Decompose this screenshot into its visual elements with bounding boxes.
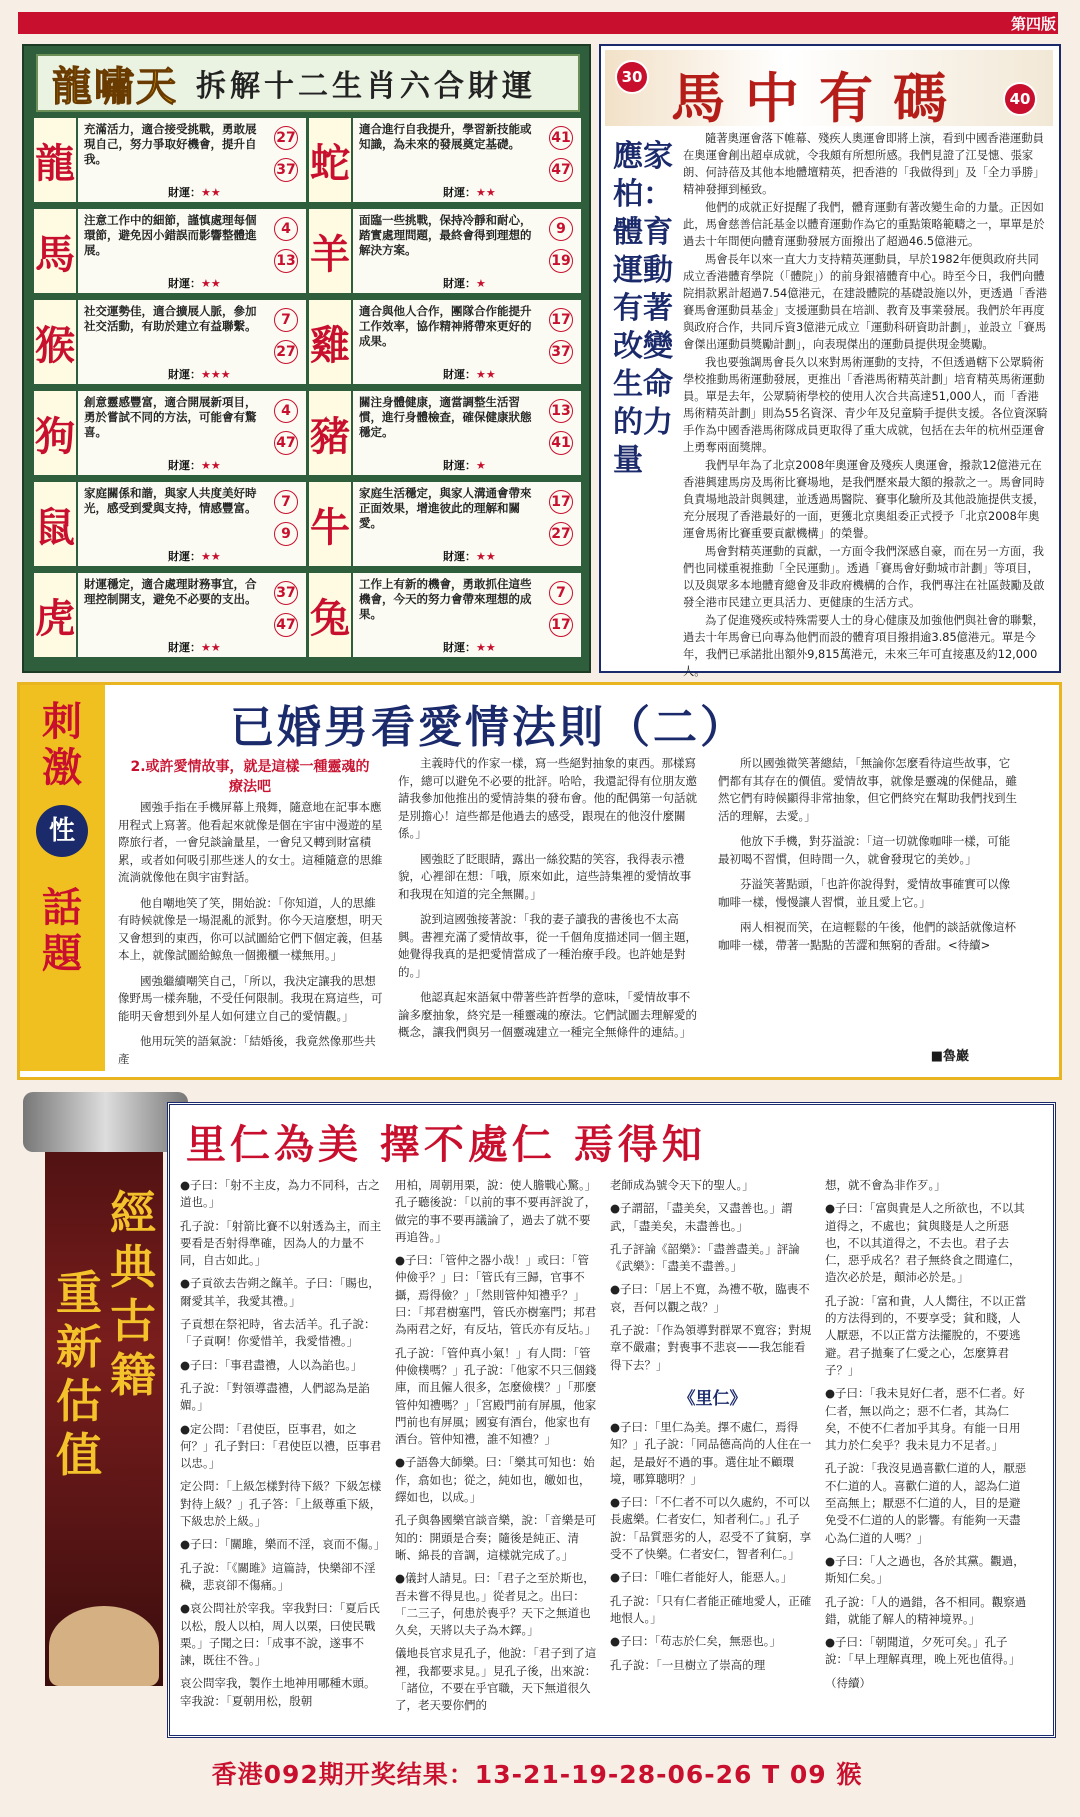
lucky-number-circle: 41 (549, 431, 573, 455)
fortune-label: 財運： (443, 368, 476, 381)
lucky-number-circle: 7 (274, 490, 298, 514)
fortune-label: 財運： (443, 186, 476, 199)
love-column-2 (398, 755, 698, 1050)
love-subtitle: 2.或許愛情故事，就是這樣一種靈魂的療法吧 (130, 759, 370, 795)
lucky-number-circle: 27 (274, 126, 298, 150)
lucky-number-circle: 4 (274, 399, 298, 423)
zodiac-cell (309, 573, 581, 657)
zodiac-fortune (168, 366, 231, 382)
zodiac-description: 面臨一些挑戰，保持冷靜和耐心，踏實處理問題，最終會得到理想的解決方案。 (359, 213, 532, 257)
zodiac-fortune (443, 366, 496, 382)
fortune-stars: ★★ (201, 186, 221, 199)
classics-paragraph: ●子曰：「不仁者不可以久處約，不可以長處樂。仁者安仁，知者利仁。」孔子說：「品質惡劣的人，忍受不了貧窮，享受不了快樂。仁者安仁，智者利仁。」 (610, 1495, 812, 1562)
zodiac-box (78, 391, 306, 475)
classics-paragraph: ●子曰：「苟志於仁矣，無惡也。」 (610, 1634, 782, 1649)
zodiac-box (353, 300, 581, 384)
zodiac-box (78, 573, 306, 657)
classics-paragraph: 孔子說：「富和貴，人人嚮往，不以正當的方法得到的，不要享受；貧和賤，人人厭惡，不以正當方法擺脫的，不要逃避。君子拋棄了仁愛之心，怎麼算君子？」 (825, 1293, 1027, 1377)
classics-panel (17, 1086, 1057, 1740)
classics-paragraph: 老師成為號令天下的聖人。」 (610, 1178, 754, 1192)
fortune-stars: ★★ (201, 550, 221, 563)
fortune-label: 財運： (168, 186, 201, 199)
lucky-number-circle: 19 (549, 249, 573, 273)
horse-column-panel (599, 44, 1061, 678)
zodiac-animal: 狗 (34, 391, 76, 475)
lucky-number-circle: 17 (549, 490, 573, 514)
bamboo-scroll-icon (23, 1092, 188, 1152)
classics-paragraph: ●儀封人請見。曰：「君子之至於斯也，吾未嘗不得見也。」從者見之。出曰：「二三子，何患於喪乎？天下之無道也久矣，天將以夫子為木鐸。」 (395, 1571, 595, 1638)
zodiac-animal: 豬 (309, 391, 351, 475)
lucky-number-circle: 13 (549, 399, 573, 423)
zodiac-fortune (168, 548, 221, 564)
zodiac-box (353, 482, 581, 566)
classics-paragraph: ●子曰：「唯仁者能好人，能惡人。」 (610, 1570, 793, 1585)
lucky-number-circle: 7 (549, 581, 573, 605)
zodiac-animal: 蛇 (309, 118, 351, 202)
top-bar (18, 12, 1058, 34)
love-paragraph: 國強手指在手機屏幕上飛舞，隨意地在記事本應用程式上寫著。他看起來就像是個在宇宙中漫遊的星際旅行者，一會兒談論量星，一會兒又轉到財富積累，或者如何吸引那些迷人的女士。這種隨意的思維流淌就像他在與宇宙對話。 (118, 800, 383, 884)
classics-paragraph: ●子謂韶，「盡美矣，又盡善也。」謂武，「盡美矣，未盡善也。」 (610, 1201, 793, 1233)
classics-column-4 (825, 1177, 1030, 1698)
classics-paragraph: 哀公問宰我，製作土地神用哪種木頭。宰我說：「夏朝用松，殷朝 (180, 1676, 376, 1708)
horse-paragraph: 隨著奧運會落下帷幕、殘疾人奧運會即將上演，看到中國香港運動員在奧運會創出超卓成就，令我頗有所想所感。我們見證了江旻憓、張家朗、何詩蓓及其他本地體壇精英，把香港的「我做得到」及「全力爭勝」精神發揮到極致。 (683, 132, 1045, 196)
fortune-stars: ★★ (476, 368, 496, 381)
lucky-number-circle: 27 (549, 522, 573, 546)
classics-paragraph: ●子曰：「里仁為美。擇不處仁，焉得知？」孔子說：「同品德高尚的人住在一起，是最好不過的事。選住址不顧環境，哪算聰明？」 (610, 1419, 812, 1486)
lucky-number-circle: 47 (274, 431, 298, 455)
classics-paragraph: 孔子說：「我沒見過喜歡仁道的人，厭惡不仁道的人。喜歡仁道的人，認為仁道至高無上；厭惡不仁道的人，目的是避免受不仁道的人的影響。有能夠一天盡心為仁道的人嗎？」 (825, 1461, 1027, 1545)
horse-paragraph: 為了促進殘疾或特殊需要人士的身心健康及加強他們與社會的聯繫，過去十年馬會已向專為他們而設的體育項目撥捐逾3.85億港元。單是今年，我們已承諾批出額外9,815萬港元，未來三年可直接惠及約12,000人。 (683, 614, 1044, 678)
classics-paragraph: 子貢想在祭祀時，省去活羊。孔子說：「子貢啊！你愛惜羊，我愛惜禮。」 (180, 1317, 376, 1349)
fortune-stars: ★★ (476, 186, 496, 199)
love-column-3 (718, 755, 1018, 962)
zodiac-animal: 馬 (34, 209, 76, 293)
classics-side-line2: 重新估值 (56, 1266, 102, 1482)
classics-paragraph: ●子曰：「人之過也，各於其黨。觀過，斯知仁矣。」 (825, 1553, 1025, 1586)
zodiac-cell (34, 573, 306, 657)
number-badge-right: 40 (1003, 82, 1037, 116)
zodiac-fortune (443, 275, 486, 291)
zodiac-fortune (168, 184, 221, 200)
zodiac-cell (34, 391, 306, 475)
zodiac-box (78, 118, 306, 202)
fortune-label: 財運： (168, 277, 201, 290)
zodiac-fortune (443, 548, 496, 564)
classics-paragraph: 孔子說：「作為領導對群眾不寬容；對規章不嚴肅；對喪事不悲哀——我怎能看得下去？」 (610, 1323, 812, 1372)
horse-paragraph: 馬會對精英運動的貢獻，一方面令我們深感自豪，而在另一方面，我們也同樣重視推動「全民運動」。透過「賽馬會好動城市計劃」等項目，以及與眾多本地體育總會及非政府機構的合作，我們專注在社區鼓勵及啟發全港市民建立更具活力、更健康的生活方式。 (683, 545, 1045, 609)
love-logo-icon: 性 (36, 805, 88, 857)
love-article-panel (17, 682, 1062, 1080)
fortune-label: 財運： (168, 459, 201, 472)
zodiac-fortune (443, 184, 496, 200)
classics-paragraph: 定公問：「上級怎樣對待下級？下級怎樣對待上級？」孔子答：「上級尊重下級，下級忠於上級。」 (180, 1479, 382, 1529)
love-side-top: 刺激 (42, 698, 82, 791)
zodiac-animal: 雞 (309, 300, 351, 384)
lucky-number-circle: 13 (274, 249, 298, 273)
classics-paragraph: ●子曰：「朝聞道，夕死可矣。」孔子說：「早上理解真理，晚上死也值得。」 (825, 1635, 1021, 1667)
lucky-number-circle: 37 (549, 340, 573, 364)
zodiac-description: 關注身體健康，適當調整生活習慣，進行身體檢查，確保健康狀態穩定。 (359, 395, 532, 439)
zodiac-box (353, 209, 581, 293)
classics-paragraph: ●定公問：「君使臣，臣事君，如之何？」孔子對曰：「君使臣以禮，臣事君以忠。」 (180, 1421, 382, 1471)
love-title: 已婚男看愛情法則（二） (230, 702, 747, 753)
fortune-stars: ★★ (201, 277, 221, 290)
classics-paragraph: ●子曰：「我未見好仁者，惡不仁者。好仁者，無以尚之；惡不仁者，其為仁矣，不使不仁者加乎其身。有能一日用其力於仁矣乎？我未見力不足者。」 (825, 1386, 1025, 1453)
zodiac-cell (34, 482, 306, 566)
love-paragraph: 所以國強微笑著總結，「無論你怎麼看待這些故事，它們都有其存在的價值。愛情故事，就像是靈魂的保健品，雖然它們有時候顯得非常抽象，但它們終究在幫助我們找到生活的理解，去愛。」 (718, 756, 1017, 823)
zodiac-cell (34, 209, 306, 293)
zodiac-animal: 兔 (309, 573, 351, 657)
lottery-result-line: 香港092期开奖结果：13-21-19-28-06-26 T 09 猴 (211, 1760, 863, 1789)
love-paragraph: 芬溢笑著點頭，「也許你說得對，愛情故事確實可以像咖啡一樣，慢慢讓人習慣，並且愛上它。」 (718, 877, 1011, 909)
zodiac-description: 家庭生活穩定，與家人溝通會帶來正面效果，增進彼此的理解和關愛。 (359, 486, 532, 530)
classics-paragraph: 孔子說：「一旦樹立了崇高的理 (610, 1657, 766, 1672)
fortune-label: 財運： (168, 550, 201, 563)
zodiac-description: 工作上有新的機會，勇敢抓住這些機會，今天的努力會帶來理想的成果。 (359, 577, 532, 621)
love-paragraph: 他用玩笑的語氣說：「結婚後，我竟然像那些共產 (118, 1034, 376, 1066)
zodiac-description: 適合與他人合作，團隊合作能提升工作效率，協作精神將帶來更好的成果。 (359, 304, 532, 348)
classics-paragraph: ●子曰：「射不主皮，為力不同科，古之道也。」 (180, 1178, 380, 1210)
classics-paragraph: ●子曰：「事君盡禮，人以為諂也。」 (180, 1357, 363, 1372)
zodiac-fortune (168, 457, 221, 473)
zodiac-box (78, 482, 306, 566)
classics-mid-heading: 《里仁》 (678, 1388, 747, 1409)
zodiac-cell (309, 391, 581, 475)
lucky-number-circle: 27 (274, 340, 298, 364)
love-paragraph: 他自嘲地笑了笑，開始說：「你知道，人的思維有時候就像是一場混亂的派對。你今天這麼想，明天又會想到的東西，你可以試圖給它們下個定義，但基本上，就像試圖給鯨魚一個搬櫃一樣無用。」 (118, 895, 383, 962)
horse-header (605, 50, 1053, 130)
zodiac-box (78, 209, 306, 293)
zodiac-fortune (443, 639, 496, 655)
classics-paragraph: ●子貢欲去告朔之餼羊。子曰：「賜也，爾愛其羊，我愛其禮。」 (180, 1276, 380, 1308)
edition-label: 第四版 (1010, 15, 1056, 33)
zodiac-fortune (168, 639, 221, 655)
classics-paragraph: ●子曰：「居上不寬，為禮不敬，臨喪不哀，吾何以觀之哉？」 (610, 1282, 810, 1314)
classics-side-banner (45, 1116, 163, 1686)
zodiac-box (353, 118, 581, 202)
lucky-number-circle: 17 (549, 613, 573, 637)
horse-paragraph: 我也要強調馬會長久以來對馬術運動的支持，不但透過轄下公眾騎術學校推動馬術運動發展，更推出「香港馬術精英計劃」培育精英馬術運動員。單是去年，公眾騎術學校的使用人次合共高達51,000人，而「香港馬術精英計劃」則為55名資深、青少年及兒童騎手提供支援。各位資深騎手作為中國香港馬術隊成員更取得了重大成就，包括在去年的杭州亞運會上勇奪兩面獎牌。 (683, 356, 1048, 454)
lucky-number-circle: 47 (549, 158, 573, 182)
fortune-stars: ★★★ (201, 368, 231, 381)
zodiac-cell (309, 300, 581, 384)
love-paragraph: 說到這國強接著說：「我的妻子讀我的書後也不太高興。書裡充滿了愛情故事，從一千個角度描述同一個主題，她覺得我真的是把愛情當成了一種治療手段。也許她是對的。」 (398, 912, 697, 979)
fortune-stars: ★ (476, 459, 486, 472)
horse-article-body (683, 130, 1049, 681)
zodiac-animal: 虎 (34, 573, 76, 657)
zodiac-cell (309, 118, 581, 202)
horse-paragraph: 馬會長年以來一直大力支持精英運動員，早於1982年便與政府共同成立香港體育學院（「體院」）的前身銀禧體育中心。時至今日，我們向體院捐款累計超過7.54億港元，在建設體院的基礎設施以外，更透過「香港賽馬會運動員基金」支援運動員在培訓、教育及事業發展。我們於年再度與政府合作，共同斥資3億港元成立「運動科研資助計劃」，並設立「賽馬會傑出運動員獎勵計劃」，向表現傑出的運動員提供現金獎勵。 (683, 253, 1048, 351)
classics-paragraph: 想，就不會為非作歹。」 (825, 1178, 946, 1192)
fortune-label: 財運： (443, 641, 476, 654)
zodiac-description: 注意工作中的細節，謹慎處理每個環節，避免因小錯誤而影響整體進展。 (84, 213, 257, 257)
love-paragraph: 兩人相視而笑，在這輕鬆的午後，他們的談話就像這杯咖啡一樣，帶著一點點的苦澀和無窮的香甜。<待續> (718, 920, 1016, 952)
fortune-stars: ★★ (201, 641, 221, 654)
fortune-stars: ★★ (476, 641, 496, 654)
zodiac-animal: 羊 (309, 209, 351, 293)
classics-paragraph: 儀地長官求見孔子，他說：「君子到了這裡，我都要求見。」見孔子後，出來說：「諸位，不要在乎官職，天下無道很久了，老天要你們的 (395, 1646, 597, 1713)
classics-paragraph: ●子曰：「關雎，樂而不淫，哀而不傷。」 (180, 1537, 386, 1552)
zodiac-animal: 龍 (34, 118, 76, 202)
classics-main (167, 1102, 1056, 1738)
zodiac-box (353, 391, 581, 475)
zodiac-description: 社交運勢佳，適合擴展人脈，參加社交活動，有助於建立有益聯繫。 (84, 304, 257, 333)
fortune-stars: ★★ (476, 550, 496, 563)
zodiac-description: 財運穩定，適合處理財務事宜，合理控制開支，避免不必要的支出。 (84, 577, 257, 606)
love-paragraph: 國強繼續嘲笑自己，「所以，我決定讓我的思想像野馬一樣奔馳，不受任何限制。我現在寫這些，可能明天會想到外星人如何建立自己的愛情觀。」 (118, 973, 383, 1023)
horse-paragraph: 他們的成就正好提醒了我們，體育運動有著改變生命的力量。正因如此，馬會慈善信託基金以體育運動作為它的重點策略範疇之一，單單是於過去十年間便向體育運動發展方面撥出了超過46.5億港元。 (683, 201, 1045, 248)
classics-column-1 (180, 1177, 385, 1716)
zodiac-cell (309, 209, 581, 293)
love-side-bottom: 話題 (42, 884, 82, 977)
fortune-label: 財運： (443, 277, 476, 290)
love-author: ■魯巖 (930, 1049, 969, 1064)
horse-side-title: 應家柏：體育運動有著改變生命的力量 (613, 139, 673, 478)
classics-paragraph: 孔子說：「射箭比賽不以射透為主，而主要看是否射得準確，因為人的力量不同，自古如此。」 (180, 1218, 382, 1268)
fortune-stars: ★★ (201, 459, 221, 472)
zodiac-cell (34, 300, 306, 384)
classics-paragraph: 孔子說：「對領導盡禮，人們認為是諂媚。」 (180, 1380, 370, 1413)
zodiac-description: 創意靈感豐富，適合開展新項目，勇於嘗試不同的方法，可能會有驚喜。 (84, 395, 257, 439)
classics-paragraph: 孔子說：「只有仁者能正確地愛人，正確地恨人。」 (610, 1593, 812, 1625)
lucky-number-circle: 9 (549, 217, 573, 241)
classics-paragraph: 用柏，周朝用栗，說：使人膽戰心驚。」孔子聽後說：「以前的事不要再評說了，做完的事不要再議論了，過去了就不要再追咎。」 (395, 1178, 597, 1244)
classics-paragraph: ●子曰：「富與貴是人之所欲也，不以其道得之，不處也；貧與賤是人之所惡也，不以其道得之，不去也。君子去仁，惡乎成名？君子無終食之間違仁，造次必於是，顛沛必於是。」 (825, 1201, 1025, 1285)
lucky-number-circle: 9 (274, 522, 298, 546)
zodiac-subtitle: 拆解十二生肖六合財運 (196, 69, 536, 104)
horse-paragraph: 我們早年為了北京2008年奧運會及殘疾人奧運會，撥款12億港元在香港興建馬房及馬術比賽場地，是我們歷來最大額的撥款之一。馬會同時負責場地設計與興建，並透過馬醫院、賽事化驗所及其他設施提供支援，充分展現了香港最好的一面，更獲北京奧組委正式授予「北京2008年奧運會馬術比賽重要貢獻機構」的榮譽。 (683, 459, 1045, 540)
zodiac-box (78, 300, 306, 384)
love-side-banner (20, 685, 105, 1071)
zodiac-fortune (168, 275, 221, 291)
fortune-label: 財運： (168, 368, 201, 381)
love-column-1 (118, 799, 383, 1076)
zodiac-cell (309, 482, 581, 566)
zodiac-panel (22, 44, 591, 673)
zodiac-description: 充滿活力，適合接受挑戰，勇敢展現自己，努力爭取好機會，提升自我。 (84, 122, 257, 166)
classics-title: 里仁為美 擇不處仁 焉得知 (186, 1121, 706, 1168)
number-badge-left: 30 (615, 60, 649, 94)
zodiac-cell (34, 118, 306, 202)
lucky-number-circle: 41 (549, 126, 573, 150)
zodiac-description: 家庭關係和諧，與家人共度美好時光，感受到愛與支持，情感豐富。 (84, 486, 257, 515)
lucky-number-circle: 47 (274, 613, 298, 637)
zodiac-fortune (443, 457, 486, 473)
fortune-stars: ★ (476, 277, 486, 290)
zodiac-brand: 龍嘯天 (52, 62, 178, 110)
fortune-label: 財運： (443, 459, 476, 472)
horse-title: 馬中有碼 (671, 66, 967, 130)
love-paragraph: 他認真起來語氣中帶著些許哲學的意味，「愛情故事不論多麼抽象，終究是一種靈魂的療法。它們試圖去理解愛的概念，讓我們與另一個靈魂建立一種完全無條件的連結。」 (398, 990, 697, 1039)
classics-paragraph: 孔子說：「《關雎》這篇詩，快樂卻不淫穢，悲哀卻不傷痛。」 (180, 1560, 376, 1592)
classics-paragraph: ●哀公問社於宰我。宰我對曰：「夏后氏以松，殷人以柏，周人以栗，曰使民戰栗。」子聞之曰：「成事不說，遂事不諫，既往不咎。」 (180, 1601, 380, 1668)
zodiac-animal: 牛 (309, 482, 351, 566)
classics-paragraph: 孔子說：「管仲真小氣！」有人問：「管仲儉樸嗎？」孔子說：「他家不只三個錢庫，而且僱人很多，怎麼儉樸？」「那麼管仲知禮嗎？」「宮殿門前有屏風，他家門前也有屏風；國宴有酒台，他家也有酒台。管仲知禮，誰不知禮？」 (395, 1345, 597, 1447)
classics-paragraph: 孔子與魯國樂官談音樂，說：「音樂是可知的：開頭是合奏；隨後是純正、清晰、綿長的音調，這樣就完成了。」 (395, 1513, 597, 1562)
zodiac-box (353, 573, 581, 657)
lucky-number-circle: 37 (274, 581, 298, 605)
classics-paragraph: ●子曰：「管仲之器小哉！」或曰：「管仲儉乎？」曰：「管氏有三歸，官事不攝，焉得儉？」「然則管仲知禮乎？」曰：「邦君樹塞門，管氏亦樹塞門；邦君為兩君之好，有反坫，管氏亦有反坫。」 (395, 1253, 597, 1337)
zodiac-description: 適合進行自我提升，學習新技能或知識，為未來的發展奠定基礎。 (359, 122, 532, 151)
zodiac-animal: 鼠 (34, 482, 76, 566)
classics-side-line1: 經典古籍 (110, 1186, 156, 1402)
classics-column-2 (395, 1177, 600, 1721)
classics-paragraph: 孔子評論《韶樂》：「盡善盡美。」評論《武樂》：「盡美不盡善。」 (610, 1241, 800, 1274)
love-paragraph: 他放下手機，對芬溢說：「這一切就像咖啡一樣，可能最初喝不習慣，但時間一久，就會發現它的美妙。」 (718, 834, 1011, 866)
classics-paragraph: 孔子說：「人的過錯，各不相同。觀察過錯，就能了解人的精神境界。」 (825, 1594, 1027, 1626)
classics-paragraph: （待續） (825, 1675, 871, 1690)
fortune-label: 財運： (168, 641, 201, 654)
zodiac-animal: 猴 (34, 300, 76, 384)
lucky-number-circle: 7 (274, 308, 298, 332)
love-paragraph: 國強眨了眨眼睛，露出一絲狡黠的笑容，我得表示禮貌，心裡卻在想：「哦，原來如此，這些詩集裡的愛情故事和我現在知道的完全無關。」 (398, 851, 692, 901)
lucky-number-circle: 37 (274, 158, 298, 182)
classics-paragraph: ●子語魯大師樂。曰：「樂其可知也：始作，翕如也；從之，純如也，皦如也，繹如也，以成。」 (395, 1455, 595, 1505)
lucky-number-circle: 4 (274, 217, 298, 241)
love-paragraph: 主義時代的作家一樣，寫一些絕對抽象的東西。那樣寫作，總可以避免不必要的批評。哈哈，我還記得有位朋友邀請我參加他推出的愛情詩集的發布會。他的配偶第一句話就是別擔心！這些都是他過去的感受，跟現在的他沒什麼關係。」 (398, 756, 697, 840)
fortune-label: 財運： (443, 550, 476, 563)
confucius-portrait (49, 1606, 159, 1686)
lucky-number-circle: 17 (549, 308, 573, 332)
classics-column-3 (610, 1177, 815, 1680)
zodiac-header (36, 54, 580, 112)
